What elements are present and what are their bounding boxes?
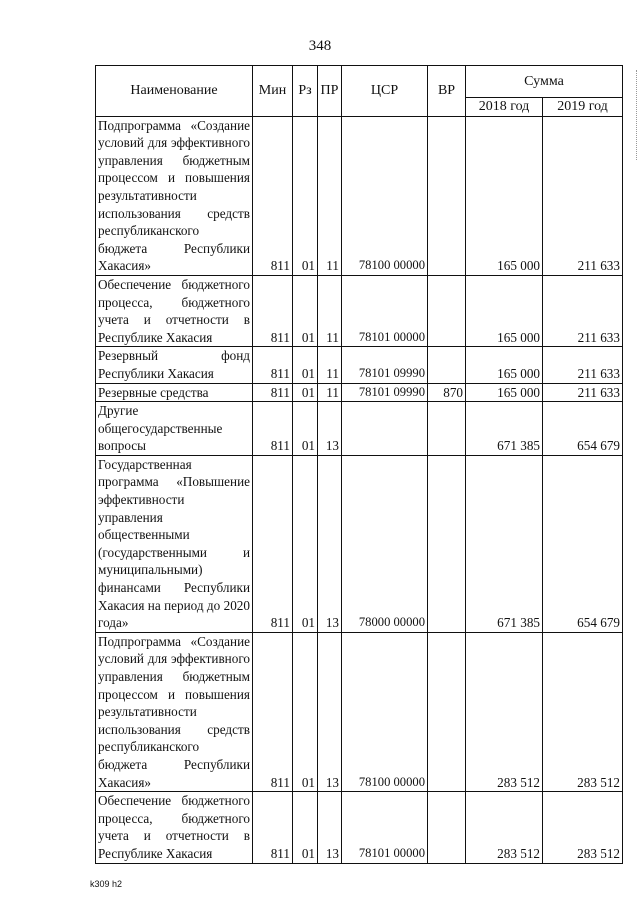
header-name: Наименование: [96, 66, 253, 117]
row-csr: 78000 00000: [342, 455, 428, 632]
row-pr: 11: [318, 347, 342, 383]
row-name: Резервный фонд Республики Хакасия: [96, 347, 253, 383]
header-rz: Рз: [293, 66, 318, 117]
row-sum-2019: 211 633: [543, 383, 623, 402]
row-sum-2019: 654 679: [543, 455, 623, 632]
row-pr: 11: [318, 383, 342, 402]
row-sum-2018: 283 512: [466, 632, 543, 791]
row-sum-2019: 211 633: [543, 347, 623, 383]
header-year-2018: 2018 год: [466, 98, 543, 117]
budget-table: [95, 65, 623, 864]
row-csr: 78101 09990: [342, 383, 428, 402]
header-vr: ВР: [428, 66, 466, 117]
row-name: Обеспечение бюджетного процесса, бюджетного учета и отчетности в Республике Хакасия: [96, 275, 253, 346]
row-sum-2018: 165 000: [466, 275, 543, 346]
row-sum-2018: 671 385: [466, 402, 543, 456]
row-rz: 01: [293, 347, 318, 383]
row-rz: 01: [293, 455, 318, 632]
row-sum-2019: 211 633: [543, 275, 623, 346]
table-row: [96, 455, 623, 632]
row-rz: 01: [293, 116, 318, 275]
row-rz: 01: [293, 275, 318, 346]
row-name: Подпрограмма «Создание условий для эффективного управления бюджетным процессом и повышения результативности использования средств республиканского бюджета Республики Хакасия»: [96, 632, 253, 791]
scan-edge-mark: [636, 70, 638, 160]
row-min: 811: [253, 116, 293, 275]
table-row: [96, 275, 623, 346]
row-vr: [428, 632, 466, 791]
table-row: [96, 116, 623, 275]
row-name: Обеспечение бюджетного процесса, бюджетного учета и отчетности в Республике Хакасия: [96, 792, 253, 863]
row-rz: 01: [293, 383, 318, 402]
row-pr: 13: [318, 402, 342, 456]
row-vr: 870: [428, 383, 466, 402]
row-name: Другие общегосударственные вопросы: [96, 402, 253, 456]
table-row: [96, 347, 623, 383]
page-number: 348: [308, 38, 332, 54]
row-sum-2018: 165 000: [466, 347, 543, 383]
row-vr: [428, 792, 466, 863]
row-name: Подпрограмма «Создание условий для эффективного управления бюджетным процессом и повышения результативности использования средств республиканского бюджета Республики Хакасия»: [96, 116, 253, 275]
row-vr: [428, 275, 466, 346]
header-pr: ПР: [318, 66, 342, 117]
table-row: [96, 792, 623, 863]
row-name: Государственная программа «Повышение эффективности управления общественными (государственными и муниципальными) финансами Республики Хакасия на период до 2020 года»: [96, 455, 253, 632]
row-rz: 01: [293, 632, 318, 791]
row-vr: [428, 347, 466, 383]
row-pr: 13: [318, 632, 342, 791]
row-sum-2019: 654 679: [543, 402, 623, 456]
row-name: Резервные средства: [96, 383, 253, 402]
row-pr: 13: [318, 792, 342, 863]
table-row: [96, 402, 623, 456]
row-csr: [342, 402, 428, 456]
row-sum-2019: 211 633: [543, 116, 623, 275]
row-csr: 78100 00000: [342, 116, 428, 275]
row-sum-2018: 165 000: [466, 116, 543, 275]
row-sum-2018: 671 385: [466, 455, 543, 632]
row-min: 811: [253, 632, 293, 791]
row-sum-2018: 165 000: [466, 383, 543, 402]
table-row: [96, 632, 623, 791]
row-min: 811: [253, 383, 293, 402]
row-min: 811: [253, 347, 293, 383]
row-vr: [428, 455, 466, 632]
header-sum: Сумма: [466, 66, 623, 98]
footer-code: k309 h2: [90, 879, 123, 889]
table-row: [96, 383, 623, 402]
row-csr: 78101 00000: [342, 275, 428, 346]
table-body: [96, 116, 623, 863]
row-vr: [428, 116, 466, 275]
row-sum-2019: 283 512: [543, 632, 623, 791]
row-min: 811: [253, 455, 293, 632]
row-pr: 11: [318, 116, 342, 275]
row-min: 811: [253, 275, 293, 346]
row-csr: 78100 00000: [342, 632, 428, 791]
row-pr: 13: [318, 455, 342, 632]
row-rz: 01: [293, 402, 318, 456]
row-rz: 01: [293, 792, 318, 863]
row-min: 811: [253, 792, 293, 863]
row-min: 811: [253, 402, 293, 456]
row-csr: 78101 09990: [342, 347, 428, 383]
header-year-2019: 2019 год: [543, 98, 623, 117]
row-csr: 78101 00000: [342, 792, 428, 863]
row-sum-2018: 283 512: [466, 792, 543, 863]
row-sum-2019: 283 512: [543, 792, 623, 863]
row-pr: 11: [318, 275, 342, 346]
row-vr: [428, 402, 466, 456]
header-min: Мин: [253, 66, 293, 117]
header-csr: ЦСР: [342, 66, 428, 117]
